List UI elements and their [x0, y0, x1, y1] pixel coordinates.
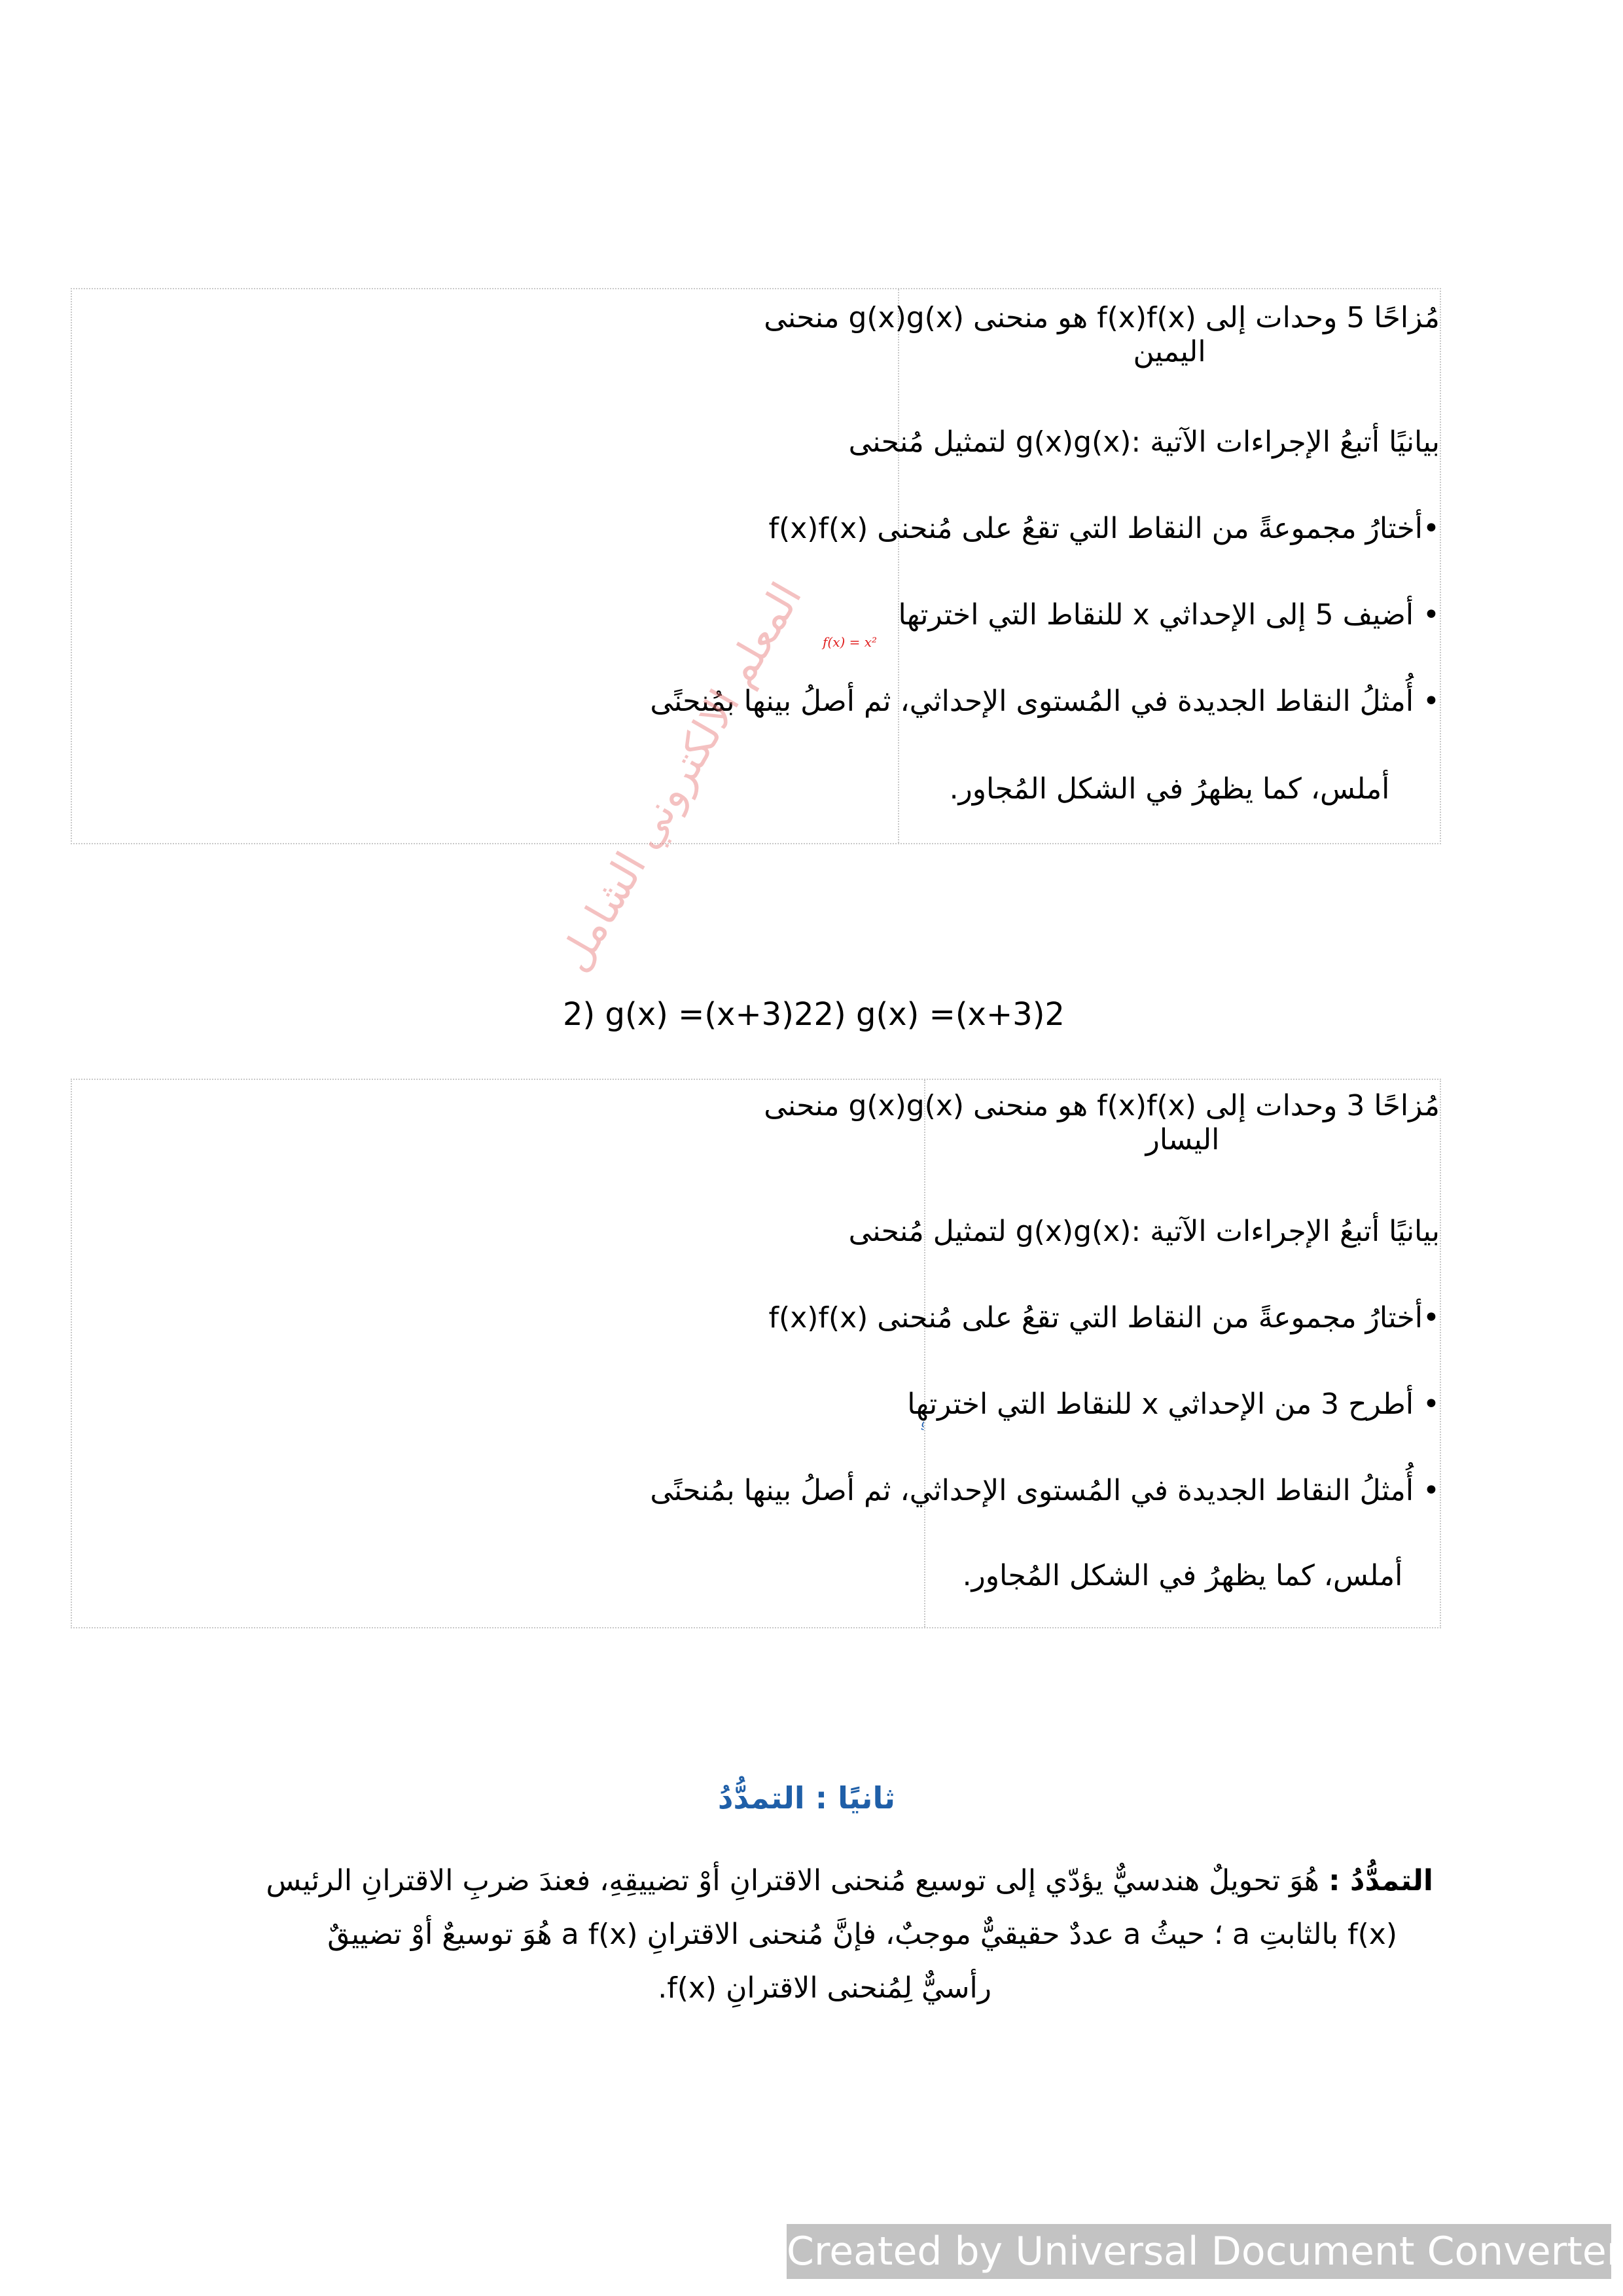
section2-line-2: اليسار	[1145, 1123, 1220, 1157]
section1-line-2: اليمين	[1133, 335, 1206, 368]
graph2-cell	[72, 1080, 924, 1627]
section1-line-7: أملس، كما يظهرُ في الشكل المُجاور.	[949, 772, 1390, 806]
equation-2	[563, 996, 1065, 1033]
section3-para-line-2: (f(x بالثابتِ a ؛ حيثُ a عددٌ حقيقيٌّ موجبٌ، فإنَّ مُنحنى الاقترانِ a f(x) هُوَ توسيعٌ أوْ تضييقٌ	[327, 1918, 1397, 1951]
section2-line-3: بيانيًا أتبعُ الإجراءات الآتية :g(x)g(x) لتمثيل مُنحنى	[848, 1215, 1440, 1248]
section2-line-4: •أختارُ مجموعةً من النقاط التي تقعُ على مُنحنى f(x)f(x)	[768, 1301, 1440, 1335]
section1-line-4: •أختارُ مجموعةً من النقاط التي تقعُ على مُنحنى f(x)f(x)	[768, 512, 1440, 545]
section1-line-1: مُزاحًا 5 وحدات إلى f(x)f(x) هو منحنى g(x)g(x) منحنى	[764, 301, 1440, 334]
section1-line-5: • أضيف 5 إلى الإحداثي x للنقاط التي اخترتها	[898, 598, 1440, 632]
section3-para-line-1	[266, 1864, 1433, 1897]
section1-line-3: بيانيًا أتبعُ الإجراءات الآتية :g(x)g(x) لتمثيل مُنحنى	[848, 425, 1440, 459]
section1-line-6: • أُمثلُ النقاط الجديدة في المُستوى الإحداثي، ثم أصلُ بينها بمُنحنًى	[650, 685, 1440, 718]
section2-line-6: • أُمثلُ النقاط الجديدة في المُستوى الإحداثي، ثم أصلُ بينها بمُنحنًى	[650, 1474, 1440, 1507]
watermark: المعلم الالكتروني الشامل	[550, 574, 812, 980]
f-label: f(x) = x²	[823, 634, 878, 650]
section2-table	[71, 1079, 1441, 1628]
section2-line-1: مُزاحًا 3 وحدات إلى f(x)f(x) هو منحنى g(x)g(x) منحنى	[764, 1089, 1440, 1122]
section2-text-cell	[650, 1080, 1440, 1627]
section1-table	[71, 288, 1441, 844]
converter-footer: Created by Universal Document Converter	[787, 2224, 1611, 2279]
section3-para-bold: التمدُّدُ :	[1329, 1864, 1433, 1897]
section2-line-5: • أطرح 3 من الإحداثي x للنقاط التي اخترتها	[907, 1388, 1440, 1421]
equation-2-dup-text: 2) g(x) =(x+3)2	[813, 996, 1065, 1033]
section2-line-7: أملس، كما يظهرُ في الشكل المُجاور.	[962, 1559, 1403, 1592]
section3-para-line-3: رأسيٌّ لِمُنحنى الاقترانِ f(x).	[658, 1971, 991, 2005]
section3-heading: ثانيًا : التمدُّدُ	[717, 1780, 895, 1816]
equation-2-text: 2) g(x) =(x+3)2	[563, 996, 814, 1033]
graph1-cell	[72, 289, 898, 843]
graph2	[72, 1080, 924, 1627]
graph1	[72, 289, 898, 843]
section3-para-line-1-text: هُوَ تحويلٌ هندسيٌّ يؤدّي إلى توسيع مُنحنى الاقترانِ أوْ تضييقِهِ، فعندَ ضربِ الاقترانِ الرئيس	[266, 1864, 1320, 1897]
